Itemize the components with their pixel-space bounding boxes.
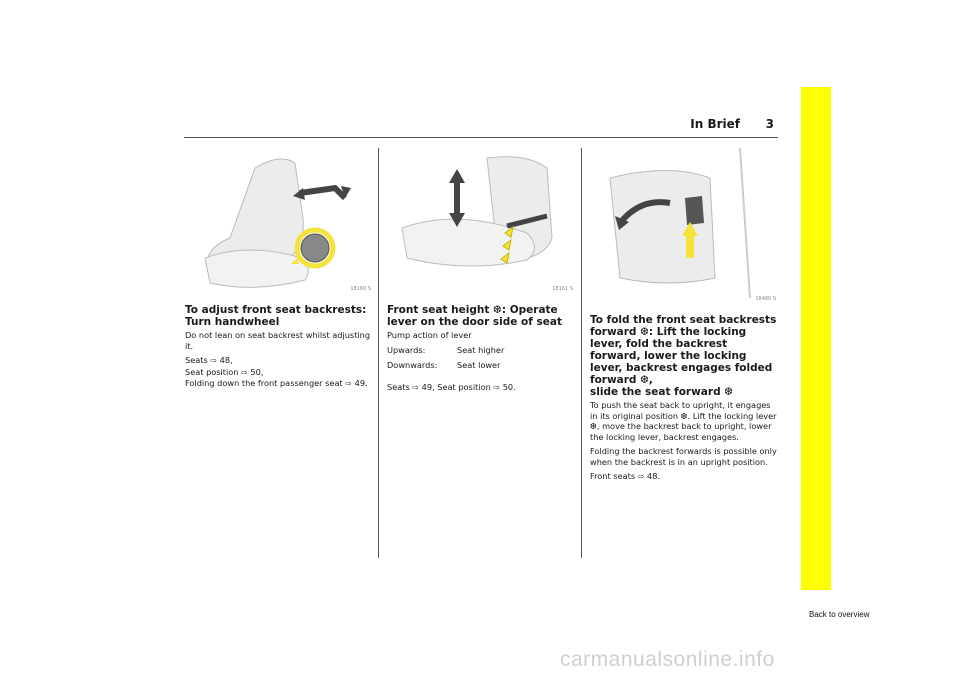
table-row: Downwards: Seat lower (387, 360, 501, 370)
star-icon: ❆ (640, 326, 649, 338)
page-number: 3 (765, 117, 774, 131)
lever-action-table (387, 345, 504, 376)
figure-number: 18160 S (350, 286, 371, 292)
seat-illustration (185, 148, 375, 296)
back-to-overview-link[interactable]: Back to overview (809, 610, 870, 619)
figure-number: 18480 S (755, 296, 776, 302)
star-icon: ❆ (640, 374, 649, 386)
table-row: Upwards: Seat higher (387, 344, 505, 355)
star-icon: ❆ (590, 421, 597, 431)
reference-list: Seats ⇨ 49, Seat position ⇨ 50. (387, 381, 516, 392)
heading-fold-backrest: To fold the front seat backrests forward ❆: Lift the locking lever, fold the backrest forward, lower the locking lever, backrest engages folded forward ❆, slide the seat forward ❆ (590, 314, 777, 398)
column-right (590, 148, 780, 487)
heading-backrest-adjust: To adjust front seat backrests: Turn handwheel (185, 304, 367, 328)
watermark: carmanualsonline.info (560, 648, 775, 671)
figure-fold-backrest (590, 148, 780, 306)
page-link[interactable]: 50, (250, 366, 264, 377)
page-link[interactable]: 48, (219, 355, 233, 365)
column-left (185, 148, 375, 394)
heading-seat-height: Front seat height ❆: Operate lever on the door side of seat (387, 304, 562, 328)
page-link[interactable]: 50. (502, 381, 516, 392)
page-header (184, 117, 778, 137)
seat-illustration (387, 148, 577, 296)
figure-number: 18161 S (552, 286, 573, 292)
paragraph: Pump action of lever (387, 330, 472, 340)
page-link[interactable]: 48. (647, 471, 661, 481)
star-icon: ❆ (724, 386, 734, 398)
section-title: In Brief (690, 117, 740, 131)
seat-illustration (590, 148, 780, 306)
reference-arrow-icon: ⇨ (637, 472, 645, 481)
star-icon: ❆ (493, 304, 502, 316)
reference-list: Front seats ⇨ 48. (590, 471, 661, 481)
reference-arrow-icon: ⇨ (241, 367, 248, 377)
reference-arrow-icon: ⇨ (345, 379, 352, 388)
column-middle (387, 148, 577, 397)
header-rule (184, 137, 778, 138)
star-icon: ❆ (680, 410, 688, 421)
paragraph: Folding the backrest forwards is possible only when the backrest is in an upright position. (590, 446, 777, 467)
page-link[interactable]: 49, Seat position (421, 381, 491, 392)
figure-seat-height (387, 148, 577, 296)
reference-list: Seats ⇨ 48, Seat position ⇨ 50, Folding down the front passenger seat ⇨ 49. (185, 355, 368, 388)
chapter-tab (801, 87, 831, 590)
paragraph: To push the seat back to upright, it engages in its original position ❆. Lift the locking lever ❆, move the backrest back to upright, lower the locking lever, backrest engages. (590, 400, 777, 442)
reference-arrow-icon: ⇨ (493, 382, 501, 392)
paragraph: Do not lean on seat backrest whilst adjusting it. (185, 330, 371, 351)
reference-arrow-icon: ⇨ (210, 356, 218, 365)
column-divider (581, 148, 582, 558)
page-link[interactable]: 49. (354, 378, 368, 388)
column-divider (378, 148, 379, 558)
figure-backrest-handwheel (185, 148, 375, 296)
reference-arrow-icon: ⇨ (412, 382, 420, 392)
